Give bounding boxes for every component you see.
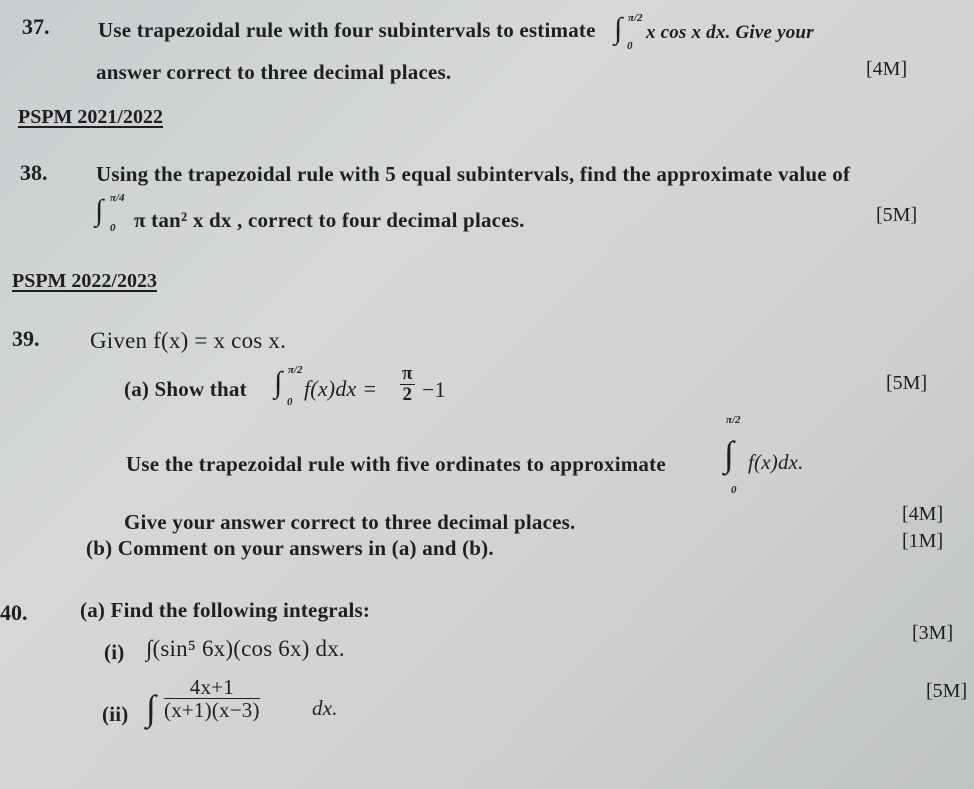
q38-integrand: π tan² x dx , correct to four decimal places. (134, 208, 525, 232)
q40-i-label: (i) (104, 640, 125, 664)
q37-integral-sign: ∫ (614, 12, 623, 45)
q38-upper-limit: π/4 (110, 192, 125, 204)
q38-lower-limit: 0 (110, 222, 116, 234)
q40-a-line: (a) Find the following integrals: (80, 598, 371, 622)
q40-ii-label: (ii) (102, 702, 129, 726)
q37-lower-limit: 0 (627, 40, 633, 52)
q39-a-integrand: f(x)dx = (304, 376, 378, 401)
q39-given: Given f(x) = x cos x. (90, 328, 287, 353)
q40-ii-integral-sign: ∫ (146, 688, 156, 728)
q37-line2: answer correct to three decimal places. (96, 60, 452, 84)
q39-a-integral-sign: ∫ (274, 366, 283, 399)
q39-give-line: Give your answer correct to three decimal places. (124, 510, 576, 534)
q39-b-marks: [1M] (902, 530, 944, 552)
q40-ii-tail: dx. (312, 696, 338, 720)
q38-integral-sign: ∫ (95, 194, 104, 227)
q38-number: 38. (20, 160, 48, 185)
q39-number: 39. (12, 326, 40, 351)
q39-give-marks: [4M] (902, 503, 944, 525)
q39-a-result-denominator: 2 (402, 383, 413, 405)
q39-trap-line: Use the trapezoidal rule with five ordinates to approximate (126, 452, 666, 476)
q39-a-result-fraction (400, 364, 415, 405)
q39-trap-upper-limit: π/2 (726, 414, 741, 426)
q40-i-marks: [3M] (912, 622, 954, 644)
q40-ii-fraction (164, 676, 260, 721)
q37-upper-limit: π/2 (628, 12, 643, 24)
q39-trap-integral-sign: ∫ (724, 434, 734, 474)
q37-integrand: x cos x dx. Give your (646, 22, 814, 43)
q37-number: 37. (22, 14, 50, 39)
q37-marks: [4M] (866, 58, 908, 80)
q39-a-marks: [5M] (886, 372, 928, 394)
q39-a-result-numerator: π (402, 363, 413, 384)
q40-ii-denominator: (x+1)(x−3) (164, 698, 260, 723)
section-header-2021: PSPM 2021/2022 (18, 106, 163, 128)
section-header-2022: PSPM 2022/2023 (12, 270, 157, 292)
q39-trap-integrand: f(x)dx. (748, 450, 804, 474)
q39-b-line: (b) Comment on your answers in (a) and (b). (86, 536, 494, 560)
q38-marks: [5M] (876, 204, 918, 226)
q39-a-lower-limit: 0 (287, 396, 293, 408)
q40-ii-marks: [5M] (926, 680, 968, 702)
q40-i-expression: ∫(sin⁵ 6x)(cos 6x) dx. (146, 636, 345, 661)
q39-trap-lower-limit: 0 (731, 484, 737, 496)
q37-line1: Use trapezoidal rule with four subintervals to estimate (98, 18, 596, 42)
q39-a-label: (a) Show that (124, 377, 247, 401)
q40-number: 40. (0, 600, 28, 625)
q39-a-upper-limit: π/2 (288, 364, 303, 376)
q38-line1: Using the trapezoidal rule with 5 equal subintervals, find the approximate value of (96, 162, 851, 186)
q40-ii-numerator: 4x+1 (164, 676, 260, 699)
q39-a-result-tail: −1 (422, 377, 446, 402)
